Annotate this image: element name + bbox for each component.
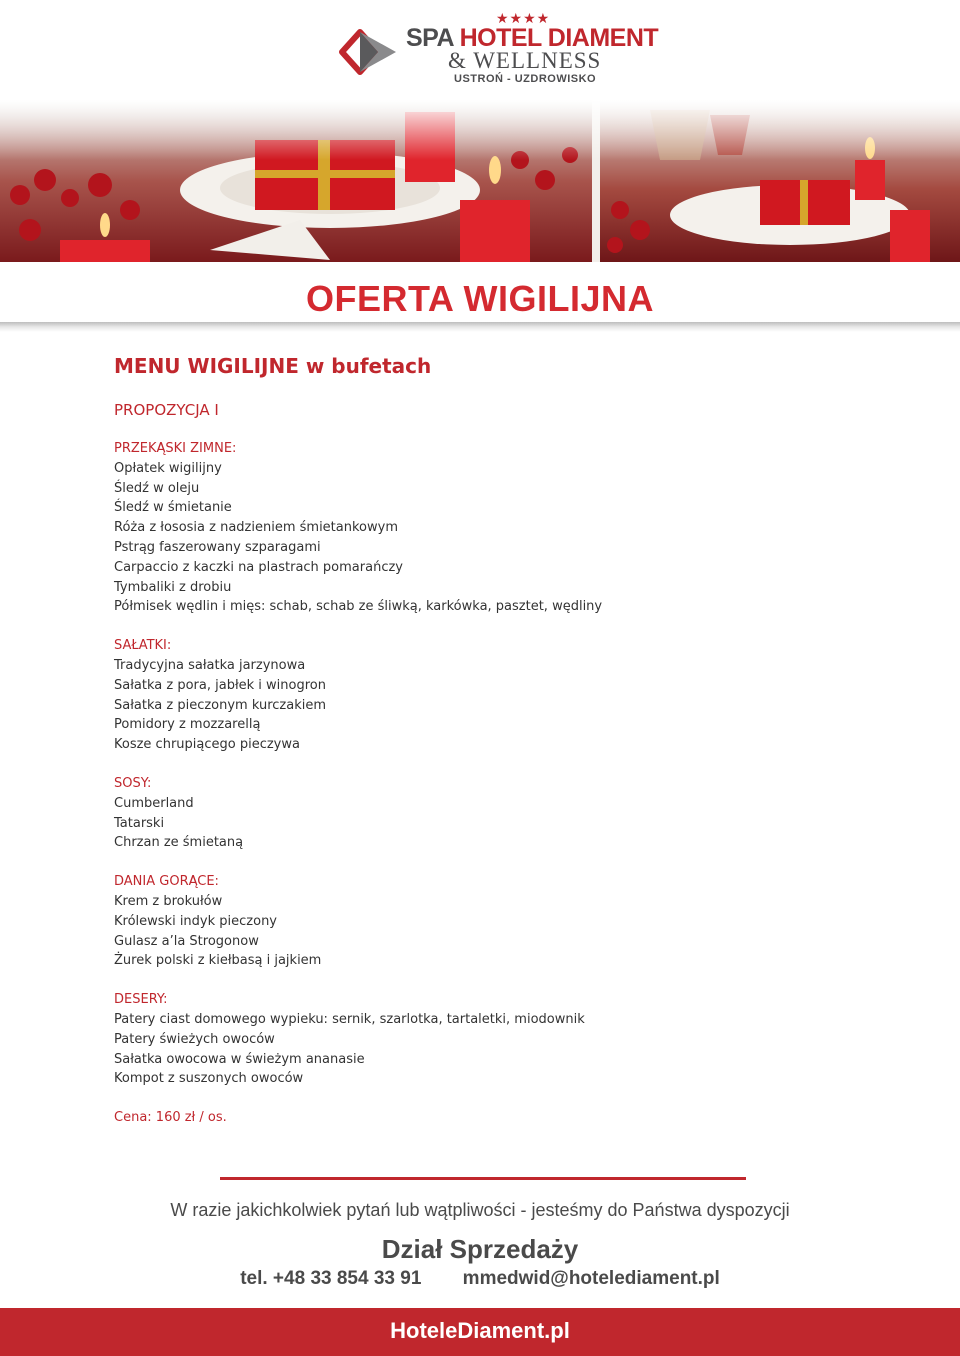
menu-item: Kosze chrupiącego pieczywa [114,737,300,753]
menu-item: Patery ciast domowego wypieku: sernik, szarlotka, tartaletki, miodownik [114,1011,585,1027]
menu-title: MENU WIGILIJNE w bufetach [114,354,432,378]
footer-contact [0,1268,960,1290]
menu-item: Cumberland [114,795,194,811]
photo-top-fade [0,100,960,160]
header-divider [0,322,960,332]
menu-content [114,352,874,1128]
menu-item: Tymbaliki z drobiu [114,579,232,595]
menu-item: Żurek polski z kiełbasą i jajkiem [114,953,322,969]
christmas-photo-band [0,100,960,262]
menu-item: Tatarski [114,815,165,831]
hotel-logo [338,10,659,90]
menu-item: Sałatka owocowa w świeżym ananasie [114,1051,365,1067]
menu-item: Półmisek wędlin i mięs: schab, schab ze śliwką, karkówka, pasztet, wędliny [114,599,603,615]
menu-item: Sałatka z pieczonym kurczakiem [114,697,327,713]
logo-location-text: USTROŃ - UZDROWISKO [454,73,597,85]
website-link[interactable]: HoteleDiament.pl [390,1318,570,1343]
section-title: DESERY: [114,992,168,1008]
menu-item: Krem z brokułów [114,893,223,909]
offer-title: OFERTA WIGILIJNA [306,278,654,319]
menu-item: Chrzan ze śmietaną [114,835,244,851]
menu-section-sauces [114,774,874,853]
section-title: PRZEKĄSKI ZIMNE: [114,441,237,456]
hotel-stars: ★★★★ [496,10,551,26]
menu-item: Kompot z suszonych owoców [114,1071,304,1087]
footer-divider [220,1177,746,1180]
menu-section-desserts [114,990,874,1089]
email-address[interactable]: mmedwid@hotelediament.pl [462,1268,720,1289]
menu-item: Tradycyjna sałatka jarzynowa [114,657,306,673]
menu-item: Śledź w śmietanie [114,500,232,516]
menu-item: Pstrąg faszerowany szparagami [114,539,321,555]
menu-item: Gulasz a’la Strogonow [114,933,259,949]
section-title: DANIA GORĄCE: [114,874,219,890]
diamond-logo-icon [338,26,400,78]
menu-item: Patery świeżych owoców [114,1031,275,1047]
logo-spa-text: SPA [406,24,454,52]
menu-section-salads [114,636,874,755]
menu-item: Carpaccio z kaczki na plastrach pomarańczy [114,559,403,575]
logo-wellness-text: & WELLNESS [448,48,602,73]
section-title: SOSY: [114,775,152,791]
footer-question: W razie jakichkolwiek pytań lub wątpliwości - jesteśmy do Państwa dyspozycji [170,1200,790,1220]
menu-section-cold-appetizers [114,439,874,617]
proposal-heading: PROPOZYCJA I [114,401,219,419]
section-title: SAŁATKI: [114,638,172,654]
menu-item: Róża z łososia z nadzieniem śmietankowym [114,520,398,536]
logo-hotel-diament-text: HOTEL DIAMENT [459,24,659,52]
menu-item: Królewski indyk pieczony [114,913,278,929]
menu-item: Sałatka z pora, jabłek i winogron [114,677,326,693]
menu-item: Śledź w oleju [114,480,200,496]
sales-department-title: Dział Sprzedaży [381,1234,579,1264]
menu-section-hot-dishes [114,872,874,971]
menu-item: Pomidory z mozzarellą [114,717,261,733]
price-per-person: Cena: 160 zł / os. [114,1110,227,1126]
phone-number[interactable]: tel. +48 33 854 33 91 [240,1268,422,1289]
menu-item: Opłatek wigilijny [114,460,222,476]
